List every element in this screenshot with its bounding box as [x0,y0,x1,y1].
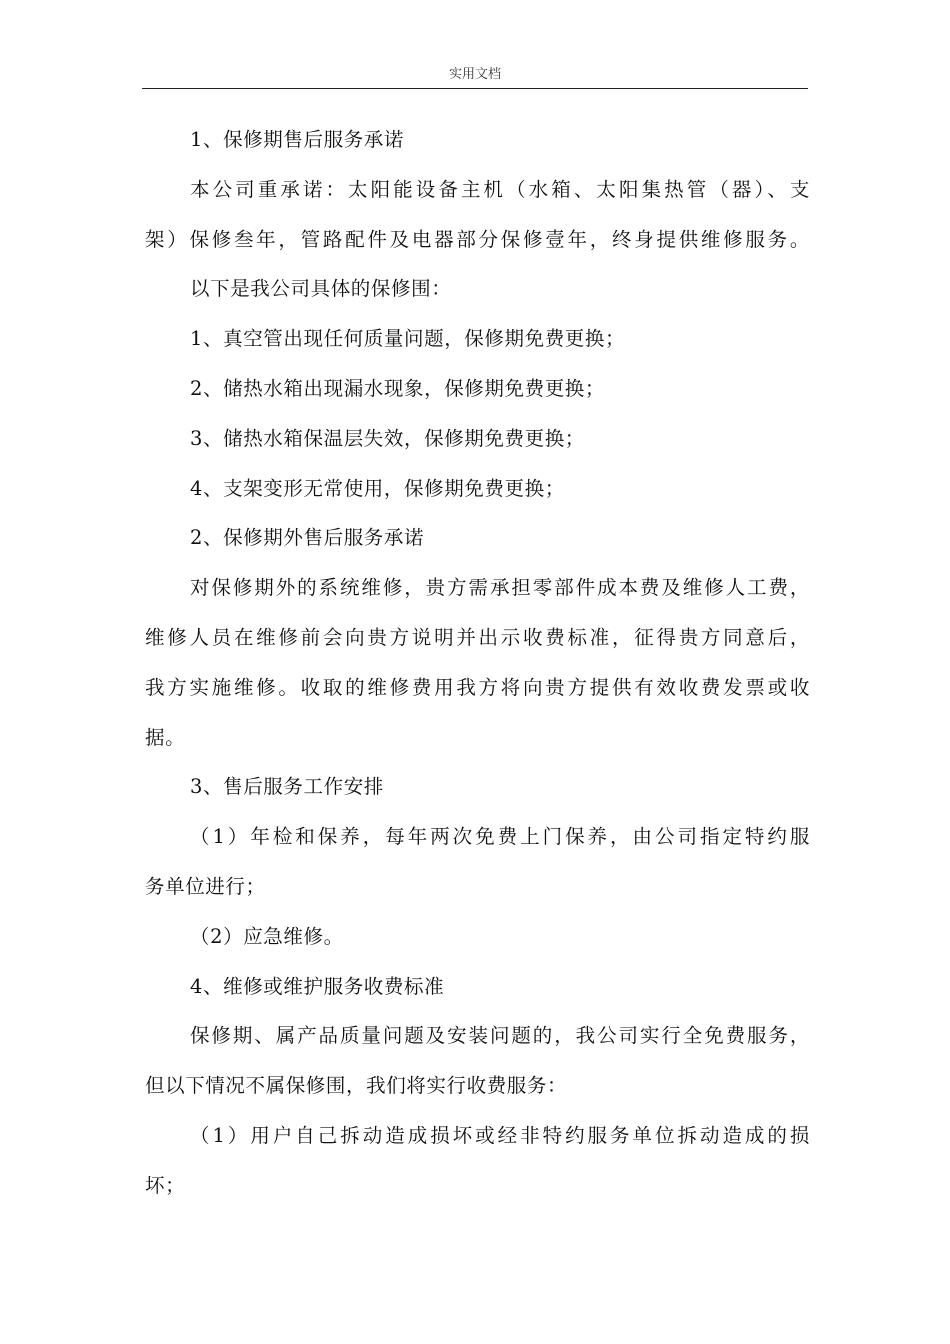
document-body [145,115,810,1211]
section-heading-1: 1、保修期售后服务承诺 [190,128,405,151]
paragraph-line: 本公司重承诺：太阳能设备主机（水箱、太阳集热管（器）、支 [190,177,810,201]
list-item: 4、支架变形无常使用，保修期免费更换； [190,476,565,500]
list-item: 1、真空管出现任何质量问题，保修期免费更换； [190,327,626,351]
section-heading-4: 4、维修或维护服务收费标准 [190,974,445,998]
list-item: （1）用户自己拆动造成损坏或经非特约服务单位拆动造成的损 [190,1123,810,1147]
paragraph-line: 坏； [145,1173,186,1197]
page-header: 实用文档 [448,67,501,82]
paragraph-line: 以下是我公司具体的保修围： [190,277,452,301]
section-heading-2: 2、保修期外售后服务承诺 [190,526,425,550]
list-item: 2、储热水箱出现漏水现象，保修期免费更换； [190,376,606,400]
paragraph-line: 对保修期外的系统维修，贵方需承担零部件成本费及维修人工费， [190,576,810,600]
list-item: （1）年检和保养，每年两次免费上门保养，由公司指定特约服 [190,825,810,849]
section-heading-3: 3、售后服务工作安排 [190,775,384,799]
paragraph-line: 但以下情况不属保修围，我们将实行收费服务： [145,1074,568,1098]
paragraph-line: 据。 [145,725,186,749]
list-item: （2）应急维修。 [190,924,344,948]
paragraph-line: 我方实施维修。收取的维修费用我方将向贵方提供有效收费发票或收 [145,675,810,699]
paragraph-line: 务单位进行； [145,874,266,898]
list-item: 3、储热水箱保温层失效，保修期免费更换； [190,426,585,450]
paragraph-line: 架）保修叁年，管路配件及电器部分保修壹年，终身提供维修服务。 [145,227,810,251]
paragraph-line: 保修期、属产品质量问题及安装问题的，我公司实行全免费服务， [190,1024,810,1048]
header-divider [142,88,808,89]
paragraph-line: 维修人员在维修前会向贵方说明并出示收费标准，征得贵方同意后， [145,625,810,649]
